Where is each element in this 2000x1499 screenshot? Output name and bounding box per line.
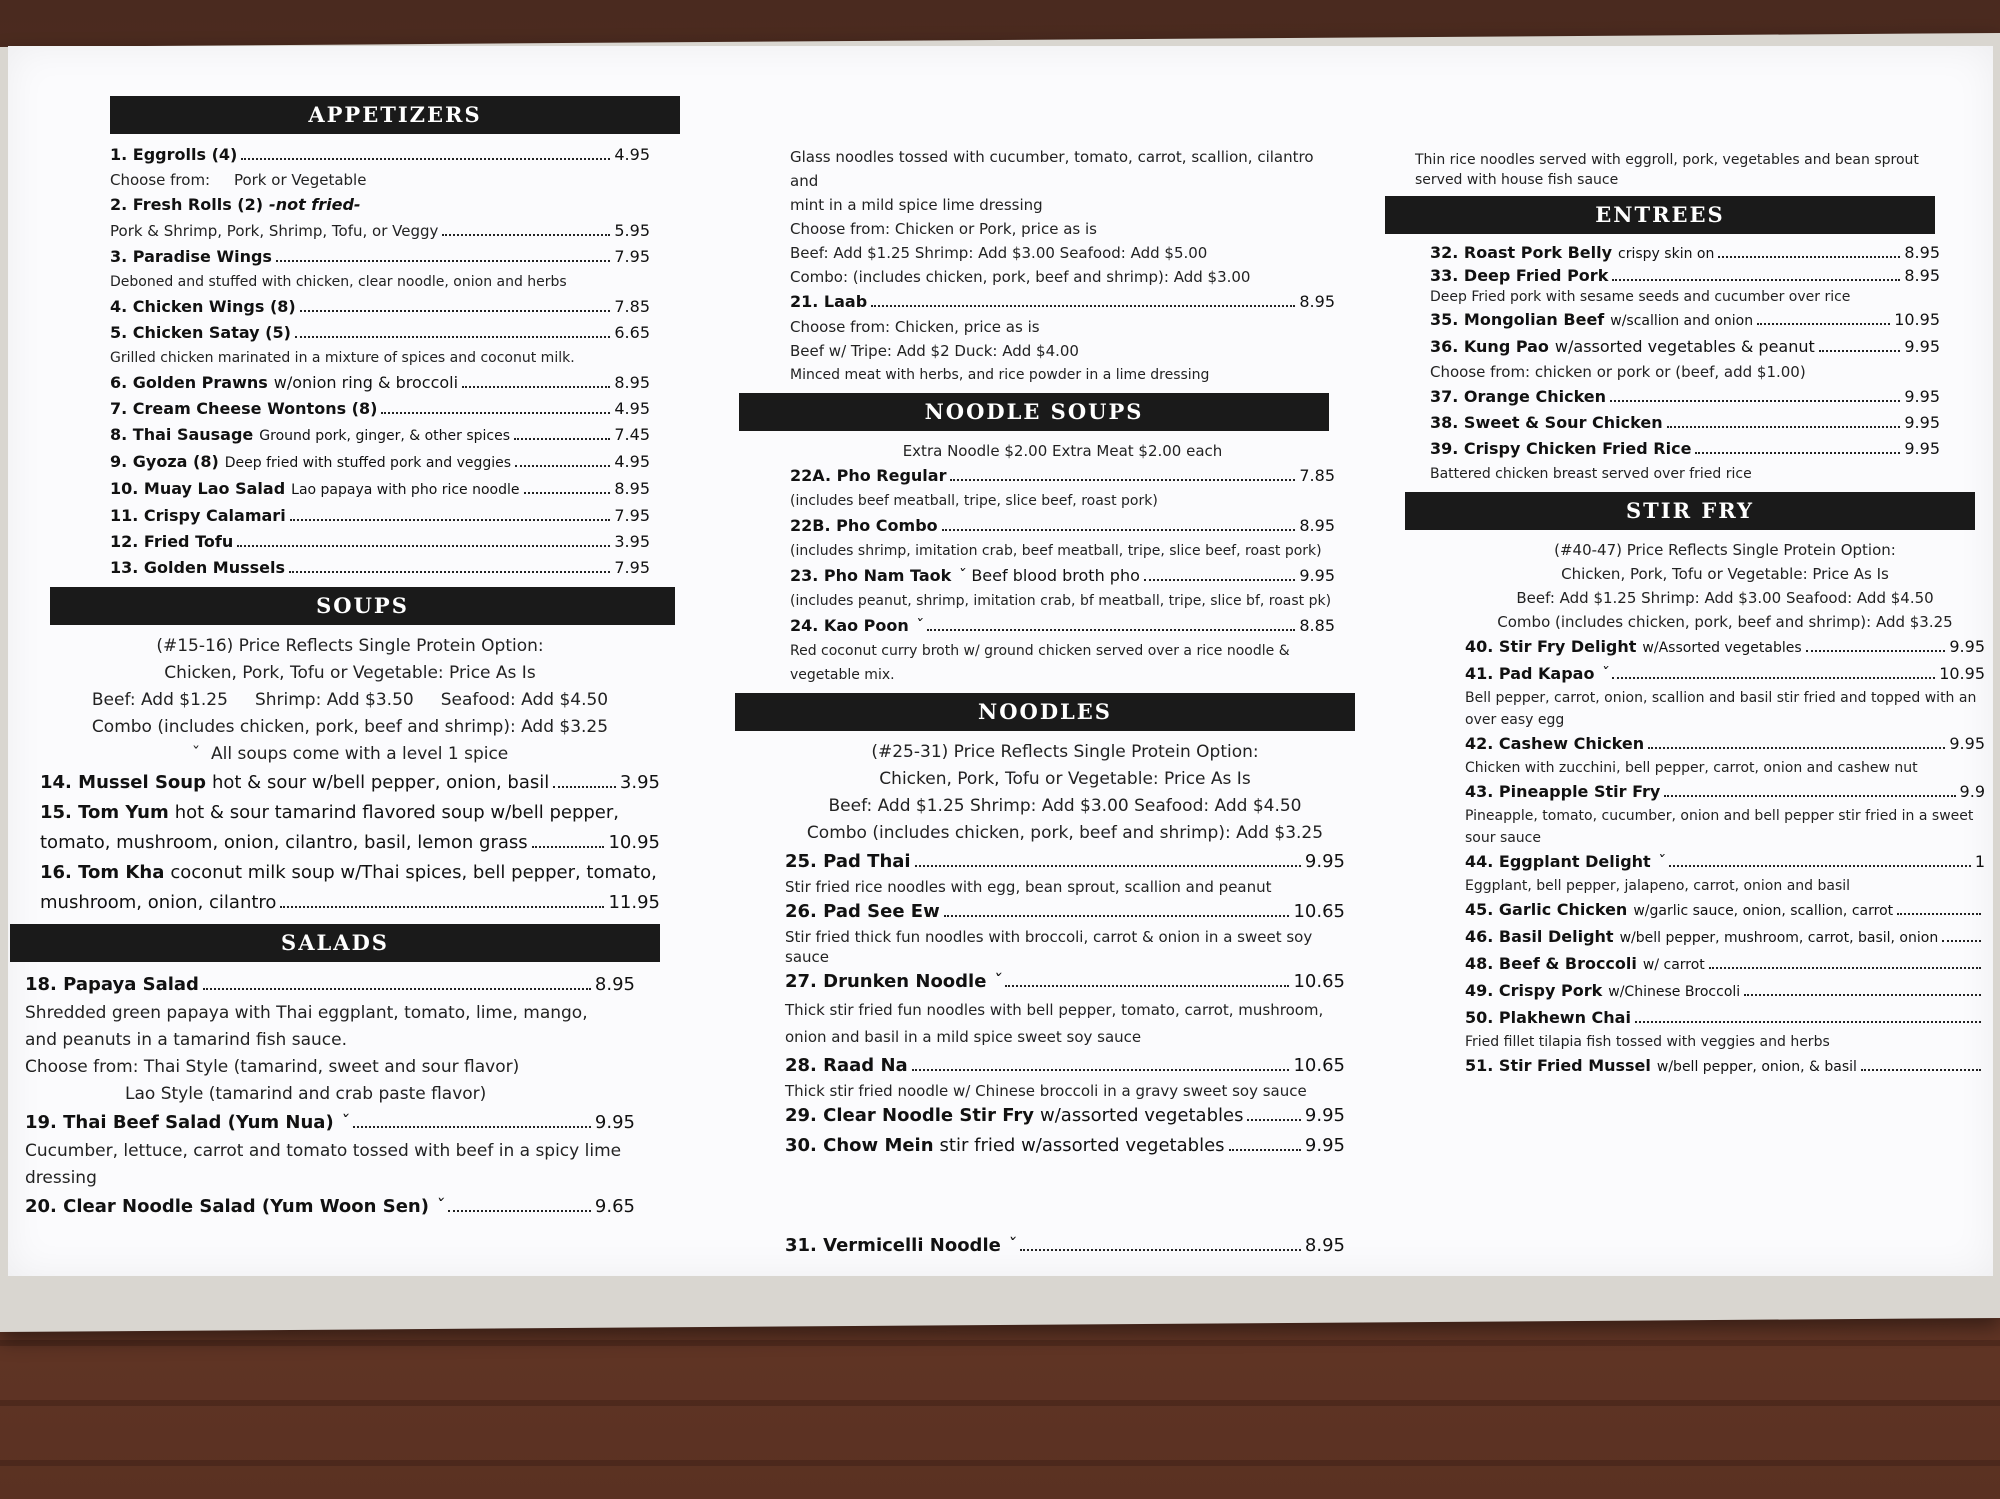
item-note: Thick stir fried fun noodles with bell pepper, tomato, carrot, mushroom, <box>785 1001 1324 1019</box>
menu-item: 39. Crispy Chicken Fried Rice 9.95 <box>1430 439 1940 458</box>
menu-item: 5. Chicken Satay (5) 6.65 <box>110 323 650 342</box>
entrees-list <box>1385 242 1940 486</box>
item-note: sour sauce <box>1465 830 1541 846</box>
item-note: (includes peanut, shrimp, imitation crab, bf meatball, tripe, slice bf, roast pk) <box>790 593 1332 609</box>
menu-item: 20. Clear Noodle Salad (Yum Woon Sen) ˇ 9.65 <box>25 1192 635 1222</box>
stir-fry-note: (#40-47) Price Reflects Single Protein Option: <box>1554 541 1896 559</box>
menu-item: 8. Thai Sausage Ground pork, ginger, & other spices 7.45 <box>110 425 650 444</box>
item-note: served with house fish sauce <box>1415 172 1619 188</box>
soups-combo: Combo (includes chicken, pork, beef and shrimp): Add $3.25 <box>91 717 609 737</box>
item-note: Choose from: Pork or Vegetable <box>110 171 367 189</box>
item-note: Stir fried thick fun noodles with broccoli, carrot & onion in a sweet soy sauce <box>785 928 1313 966</box>
entrees-header: ENTREES <box>1385 196 1935 234</box>
menu-item: 10. Muay Lao Salad Lao papaya with pho rice noodle 8.95 <box>110 479 650 498</box>
item-note: Chicken with zucchini, bell pepper, carrot, onion and cashew nut <box>1465 760 1918 776</box>
noodles-note: (#25-31) Price Reflects Single Protein Option: <box>871 742 1259 762</box>
item-note: Thick stir fried noodle w/ Chinese broccoli in a gravy sweet soy sauce <box>785 1082 1307 1100</box>
chili-icon: ˇ <box>957 566 966 585</box>
noodle-soups-extras: Extra Noodle $2.00 Extra Meat $2.00 each <box>902 442 1223 460</box>
wood-grain <box>0 1340 2000 1346</box>
menu-item: 2. Fresh Rolls (2) -not fried- <box>110 195 361 214</box>
menu-item: 13. Golden Mussels 7.95 <box>110 558 650 577</box>
chili-icon: ˇ <box>1006 1235 1016 1256</box>
item-note: Beef w/ Tripe: Add $2 Duck: Add $4.00 <box>790 342 1079 360</box>
menu-item: 46. Basil Delight w/bell pepper, mushroom, carrot, basil, onion <box>1465 924 1985 951</box>
item-note: Red coconut curry broth w/ ground chicken served over a rice noodle & <box>790 643 1290 659</box>
wood-grain <box>0 1400 2000 1406</box>
menu-item: 30. Chow Mein stir fried w/assorted vegetables 9.95 <box>785 1135 1345 1156</box>
chili-icon: ˇ <box>339 1112 349 1133</box>
menu-item: 19. Thai Beef Salad (Yum Nua) ˇ 9.95 <box>25 1108 635 1138</box>
item-note: Beef: Add $1.25 Shrimp: Add $3.00 Seafood: Add $5.00 <box>790 244 1208 262</box>
menu-item: 50. Plakhewn Chai <box>1465 1005 1985 1031</box>
item-note: (includes shrimp, imitation crab, beef meatball, tripe, slice beef, roast pork) <box>790 543 1322 559</box>
chili-icon: ˇ <box>1600 664 1609 683</box>
menu-item: 31. Vermicelli Noodle ˇ 8.95 <box>785 1231 1345 1261</box>
item-note: Thin rice noodles served with eggroll, pork, vegetables and bean sprout <box>1415 152 1919 168</box>
menu-column-right <box>1385 150 1985 1080</box>
menu-item: 45. Garlic Chicken w/garlic sauce, onion, scallion, carrot <box>1465 897 1985 924</box>
menu-item: 35. Mongolian Beef w/scallion and onion 10.95 <box>1430 310 1940 329</box>
item-note: dressing <box>25 1168 97 1188</box>
menu-item: 42. Cashew Chicken 9.95 <box>1465 734 1985 753</box>
menu-item: 27. Drunken Noodle ˇ 10.65 <box>785 967 1345 997</box>
menu-item: 36. Kung Pao w/assorted vegetables & peanut 9.95 <box>1430 337 1940 356</box>
menu-item: 28. Raad Na 10.65 <box>785 1055 1345 1076</box>
item-note: Choose from: Chicken, price as is <box>790 318 1040 336</box>
stir-fry-note: Chicken, Pork, Tofu or Vegetable: Price As Is <box>1561 565 1889 583</box>
menu-item: 33. Deep Fried Pork 8.95 <box>1430 266 1940 285</box>
menu-column-middle <box>735 90 1360 1261</box>
menu-item: 43. Pineapple Stir Fry 9.9 <box>1465 782 1985 801</box>
menu-item: 49. Crispy Pork w/Chinese Broccoli <box>1465 978 1985 1005</box>
chili-icon: ˇ <box>914 616 923 635</box>
noodles-addons: Beef: Add $1.25 Shrimp: Add $3.00 Seafood: Add $4.50 <box>828 796 1302 816</box>
menu-item: 22B. Pho Combo 8.95 <box>790 516 1335 535</box>
stir-fry-addons: Beef: Add $1.25 Shrimp: Add $3.00 Seafood: Add $4.50 <box>1516 589 1934 607</box>
item-note: Choose from: Chicken or Pork, price as is <box>790 220 1097 238</box>
item-note: Choose from: Thai Style (tamarind, sweet and sour flavor) <box>25 1057 520 1077</box>
salads-header: SALADS <box>10 924 660 962</box>
menu-item: Pork & Shrimp, Pork, Shrimp, Tofu, or Veggy 5.95 <box>110 221 650 240</box>
salads-list <box>10 970 635 1222</box>
appetizers-list <box>10 142 650 581</box>
menu-item: 12. Fried Tofu 3.95 <box>110 532 650 551</box>
menu-item: 14. Mussel Soup hot & sour w/bell pepper, onion, basil 3.95 <box>40 772 660 793</box>
menu-item: 22A. Pho Regular 7.85 <box>790 466 1335 485</box>
soups-list <box>10 633 660 918</box>
item-note: Choose from: chicken or pork or (beef, add $1.00) <box>1430 363 1806 381</box>
item-note: Fried fillet tilapia fish tossed with veggies and herbs <box>1465 1034 1830 1050</box>
item-note: vegetable mix. <box>790 667 895 683</box>
menu-item: 1. Eggrolls (4) 4.95 <box>110 145 650 164</box>
item-note: mint in a mild spice lime dressing <box>790 196 1043 214</box>
stir-fry-combo: Combo (includes chicken, pork, beef and shrimp): Add $3.25 <box>1497 613 1953 631</box>
wood-grain <box>0 1460 2000 1466</box>
chili-icon: ˇ <box>191 744 201 764</box>
noodle-soups-header: NOODLE SOUPS <box>739 393 1329 431</box>
menu-item: 21. Laab 8.95 <box>790 292 1335 311</box>
menu-item: 32. Roast Pork Belly crispy skin on 8.95 <box>1430 243 1940 262</box>
menu-item: 3. Paradise Wings 7.95 <box>110 247 650 266</box>
item-note: Glass noodles tossed with cucumber, tomato, carrot, scallion, cilantro and <box>790 148 1314 190</box>
clear-noodle-salad-detail <box>735 145 1335 387</box>
soups-header: SOUPS <box>50 587 675 625</box>
item-note: onion and basil in a mild spice sweet soy sauce <box>785 1028 1142 1046</box>
menu-item: 16. Tom Kha coconut milk soup w/Thai spices, bell pepper, tomato, <box>40 862 657 883</box>
menu-item: 38. Sweet & Sour Chicken 9.95 <box>1430 413 1940 432</box>
menu-item: 26. Pad See Ew 10.65 <box>785 901 1345 922</box>
vermicelli-detail <box>1385 150 1955 190</box>
item-note: Bell pepper, carrot, onion, scallion and basil stir fried and topped with an <box>1465 690 1977 706</box>
menu-item-cont: mushroom, onion, cilantro 11.95 <box>40 892 660 913</box>
menu-item: 23. Pho Nam Taok ˇ Beef blood broth pho 9.95 <box>790 563 1335 589</box>
noodles-list <box>735 739 1345 1261</box>
menu-item: 44. Eggplant Delight ˇ 1 <box>1465 849 1985 875</box>
menu-item: 11. Crispy Calamari 7.95 <box>110 506 650 525</box>
menu-item: 48. Beef & Broccoli w/ carrot <box>1465 951 1985 978</box>
item-note: Deboned and stuffed with chicken, clear noodle, onion and herbs <box>110 274 567 290</box>
stir-fry-list <box>1385 538 1985 1080</box>
item-note: Deep Fried pork with sesame seeds and cucumber over rice <box>1430 289 1851 305</box>
soups-addons: Beef: Add $1.25 Shrimp: Add $3.50 Seafood: Add $4.50 <box>91 690 609 710</box>
item-note: (includes beef meatball, tripe, slice beef, roast pork) <box>790 493 1158 509</box>
noodles-header: NOODLES <box>735 693 1355 731</box>
soups-note: (#15-16) Price Reflects Single Protein Option: <box>156 636 544 656</box>
menu-item: 4. Chicken Wings (8) 7.85 <box>110 297 650 316</box>
menu-item: 24. Kao Poon ˇ 8.85 <box>790 613 1335 639</box>
item-note: and peanuts in a tamarind fish sauce. <box>25 1030 347 1050</box>
soups-note: Chicken, Pork, Tofu or Vegetable: Price As Is <box>164 663 536 683</box>
appetizers-header: APPETIZERS <box>110 96 680 134</box>
item-note: Combo: (includes chicken, pork, beef and shrimp): Add $3.00 <box>790 268 1251 286</box>
menu-item: 25. Pad Thai 9.95 <box>785 851 1345 872</box>
menu-item: 9. Gyoza (8) Deep fried with stuffed pork and veggies 4.95 <box>110 452 650 471</box>
chili-icon: ˇ <box>434 1196 444 1217</box>
menu-item: 41. Pad Kapao ˇ 10.95 <box>1465 661 1985 687</box>
chili-icon: ˇ <box>992 971 1002 992</box>
menu-item: 51. Stir Fried Mussel w/bell pepper, onion, & basil <box>1465 1053 1985 1080</box>
menu-column-left <box>10 90 685 1222</box>
soups-spice-note: ˇ All soups come with a level 1 spice <box>191 744 509 764</box>
menu-item: 40. Stir Fry Delight w/Assorted vegetables 9.95 <box>1465 637 1985 656</box>
menu-item-cont: tomato, mushroom, onion, cilantro, basil, lemon grass 10.95 <box>40 832 660 853</box>
item-note: Lao Style (tamarind and crab paste flavor) <box>125 1084 487 1104</box>
menu-item: 29. Clear Noodle Stir Fry w/assorted vegetables 9.95 <box>785 1105 1345 1126</box>
item-note: Cucumber, lettuce, carrot and tomato tossed with beef in a spicy lime <box>25 1141 622 1161</box>
noodles-combo: Combo (includes chicken, pork, beef and shrimp): Add $3.25 <box>806 823 1324 843</box>
item-note: Battered chicken breast served over fried rice <box>1430 466 1752 482</box>
chili-icon: ˇ <box>1656 852 1665 871</box>
item-note: Pineapple, tomato, cucumber, onion and bell pepper stir fried in a sweet <box>1465 808 1974 824</box>
menu-item: 15. Tom Yum hot & sour tamarind flavored soup w/bell pepper, <box>40 802 619 823</box>
menu-item: 6. Golden Prawns w/onion ring & broccoli 8.95 <box>110 373 650 392</box>
item-note: over easy egg <box>1465 712 1565 728</box>
item-note: Stir fried rice noodles with egg, bean sprout, scallion and peanut <box>785 878 1272 896</box>
stir-fry-header: STIR FRY <box>1405 492 1975 530</box>
item-note: Shredded green papaya with Thai eggplant, tomato, lime, mango, <box>25 1003 588 1023</box>
menu-item: 18. Papaya Salad 8.95 <box>25 974 635 995</box>
item-note: Grilled chicken marinated in a mixture of spices and coconut milk. <box>110 350 575 366</box>
item-note: Minced meat with herbs, and rice powder in a lime dressing <box>790 367 1210 383</box>
menu-item: 37. Orange Chicken 9.95 <box>1430 387 1940 406</box>
item-note: Eggplant, bell pepper, jalapeno, carrot, onion and basil <box>1465 878 1851 894</box>
menu-item: 7. Cream Cheese Wontons (8) 4.95 <box>110 399 650 418</box>
noodle-soups-list <box>735 439 1335 687</box>
noodles-note: Chicken, Pork, Tofu or Vegetable: Price As Is <box>879 769 1251 789</box>
